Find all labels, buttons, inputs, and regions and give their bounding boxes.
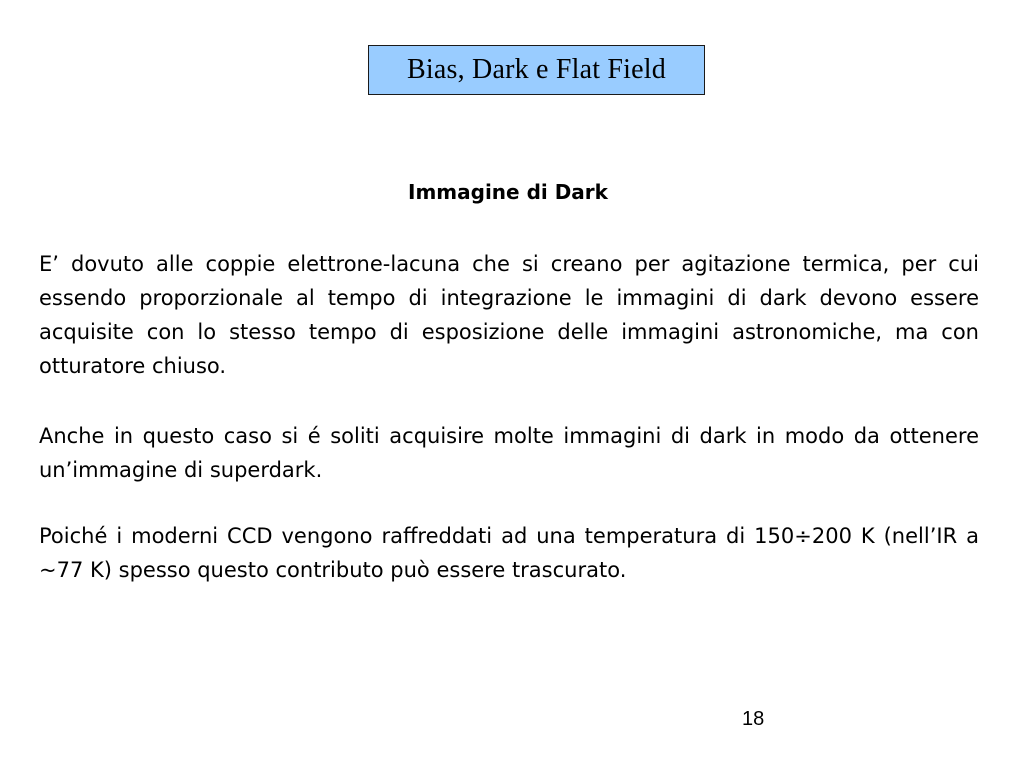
paragraph-dark-origin: E’ dovuto alle coppie elettrone-lacuna che si creano per agitazione termica, per cui essendo proporzionale al tempo di integrazione le immagini di dark devono essere acquisite con lo stesso tempo di esposizione delle immagini astronomiche, ma con otturatore chiuso. (39, 252, 979, 378)
title-box (368, 45, 705, 95)
slide-title: Bias, Dark e Flat Field (407, 54, 666, 85)
page-number: 18 (742, 708, 765, 730)
paragraph-superdark: Anche in questo caso si é soliti acquisire molte immagini di dark in modo da ottenere un’immagine di superdark. (39, 424, 979, 482)
paragraph-ccd-cooling: Poiché i moderni CCD vengono raffreddati ad una temperatura di 150÷200 K (nell’IR a ~77 K) spesso questo contributo può essere trascurato. (39, 524, 979, 582)
section-heading: Immagine di Dark (408, 180, 608, 204)
